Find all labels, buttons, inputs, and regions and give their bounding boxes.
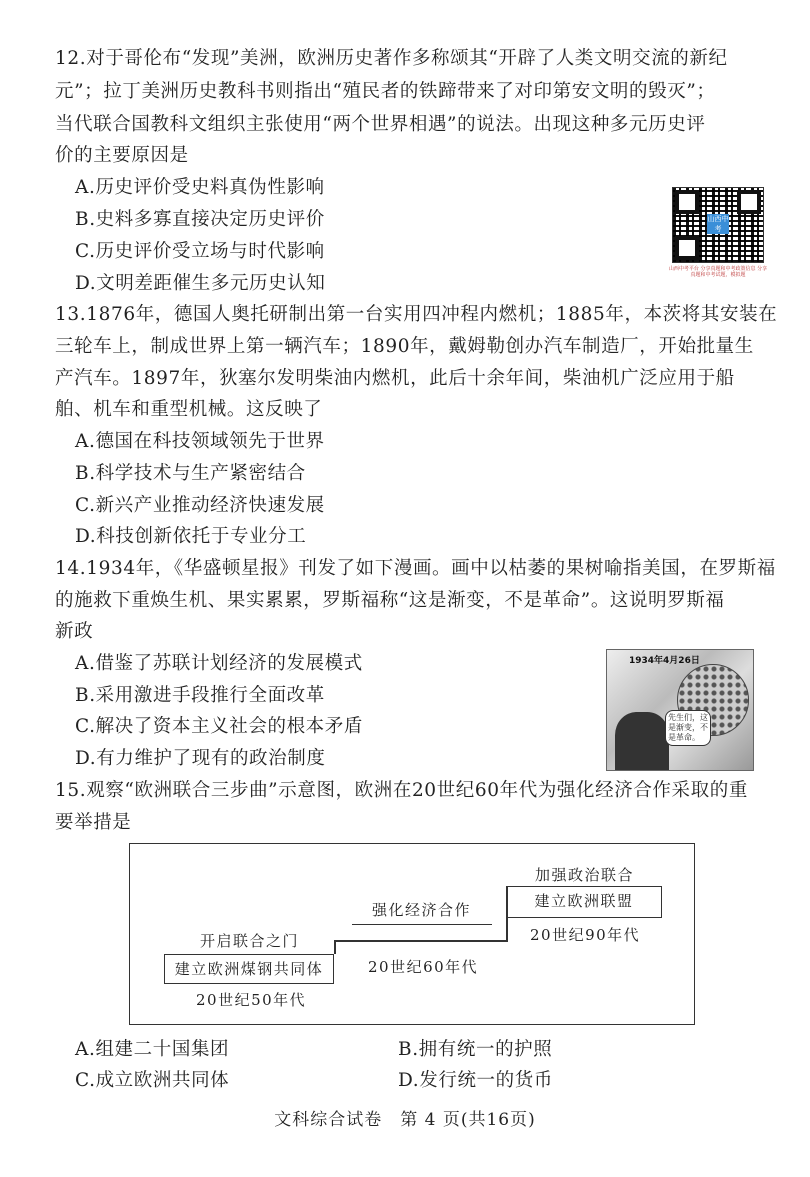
cartoon-date: 1934年4月26日: [629, 656, 700, 666]
q13-option-b: B.科学技术与生产紧密结合: [75, 463, 306, 484]
step3-box: 建立欧洲联盟: [506, 886, 662, 918]
q12-stem-line-4: 价的主要原因是: [55, 145, 189, 166]
step1-box: 建立欧洲煤钢共同体: [164, 954, 334, 984]
new-deal-cartoon: [606, 649, 754, 771]
q13-stem-line-3: 产汽车。1897年，狄塞尔发明柴油内燃机，此后十余年间，柴油机广泛应用于船: [55, 368, 735, 389]
step2-title: 强化经济合作: [372, 901, 472, 919]
q13-stem-line-1: 13.1876年，德国人奥托研制出第一台实用四冲程内燃机；1885年，本茨将其安装在: [55, 304, 778, 325]
q12-option-b: B.史料多寡直接决定历史评价: [75, 209, 325, 230]
q15-option-a: A.组建二十国集团: [75, 1039, 230, 1060]
step-connector: [334, 940, 336, 954]
q14-option-c: C.解决了资本主义社会的根本矛盾: [75, 716, 363, 737]
step2-blank-line: [352, 924, 492, 925]
q13-option-a: A.德国在科技领域领先于世界: [75, 431, 325, 452]
step3-title: 加强政治联合: [535, 866, 635, 884]
q12-stem-line-1: 12.对于哥伦布“发现”美洲，欧洲历史著作多称颂其“开辟了人类文明交流的新纪: [55, 48, 728, 69]
q12-option-a: A.历史评价受史料真伪性影响: [75, 177, 325, 198]
q13-option-c: C.新兴产业推动经济快速发展: [75, 495, 325, 516]
step3-year: 20世纪90年代: [530, 926, 641, 944]
q13-stem-line-2: 三轮车上，制成世界上第一辆汽车；1890年，戴姆勒创办汽车制造厂，开始批量生: [55, 336, 754, 357]
qr-caption: 山西中考平台 分享真题和中考政策信息 分享真题和中考试题，模拟题: [668, 266, 768, 278]
eu-three-steps-diagram: [129, 843, 695, 1025]
q14-stem-line-3: 新政: [55, 621, 94, 642]
q15-option-c: C.成立欧洲共同体: [75, 1070, 230, 1091]
qr-code-image: [672, 187, 764, 263]
step1-title: 开启联合之门: [200, 932, 300, 950]
q14-stem-line-1: 14.1934年，《华盛顿星报》刊发了如下漫画。画中以枯萎的果树喻指美国，在罗斯福: [55, 558, 776, 579]
page-footer: 文科综合试卷 第 4 页(共16页): [274, 1110, 536, 1130]
q15-stem-line-1: 15.观察“欧洲联合三步曲”示意图，欧洲在20世纪60年代为强化经济合作采取的重: [55, 780, 748, 801]
q15-option-b: B.拥有统一的护照: [398, 1039, 553, 1060]
step-connector: [334, 940, 506, 942]
step2-year: 20世纪60年代: [368, 958, 479, 976]
cartoon-speech-bubble: 先生们，这是渐变，不是革命。: [665, 710, 711, 746]
q14-stem-line-2: 的施救下重焕生机、果实累累，罗斯福称“这是渐变，不是革命”。这说明罗斯福: [55, 590, 725, 611]
q15-stem-line-2: 要举措是: [55, 812, 132, 833]
q12-stem-line-2: 元”；拉丁美洲历史教科书则指出“殖民者的铁蹄带来了对印第安文明的毁灭”；: [55, 81, 716, 102]
q12-stem-line-3: 当代联合国教科文组织主张使用“两个世界相遇”的说法。出现这种多元历史评: [55, 114, 706, 135]
q14-option-b: B.采用激进手段推行全面改革: [75, 685, 325, 706]
q12-option-d: D.文明差距催生多元历史认知: [75, 273, 326, 294]
q12-option-c: C.历史评价受立场与时代影响: [75, 241, 325, 262]
qr-corner: [675, 236, 699, 260]
q14-option-a: A.借鉴了苏联计划经济的发展模式: [75, 653, 363, 674]
qr-corner: [737, 190, 761, 214]
q13-option-d: D.科技创新依托于专业分工: [75, 526, 307, 547]
q13-stem-line-4: 舶、机车和重型机械。这反映了: [55, 399, 323, 420]
q14-option-d: D.有力维护了现有的政治制度: [75, 748, 326, 769]
step1-year: 20世纪50年代: [196, 991, 307, 1009]
roosevelt-figure: [615, 712, 669, 770]
qr-logo: 山西中考: [707, 215, 729, 233]
q15-option-d: D.发行统一的货币: [398, 1070, 553, 1091]
qr-corner: [675, 190, 699, 214]
